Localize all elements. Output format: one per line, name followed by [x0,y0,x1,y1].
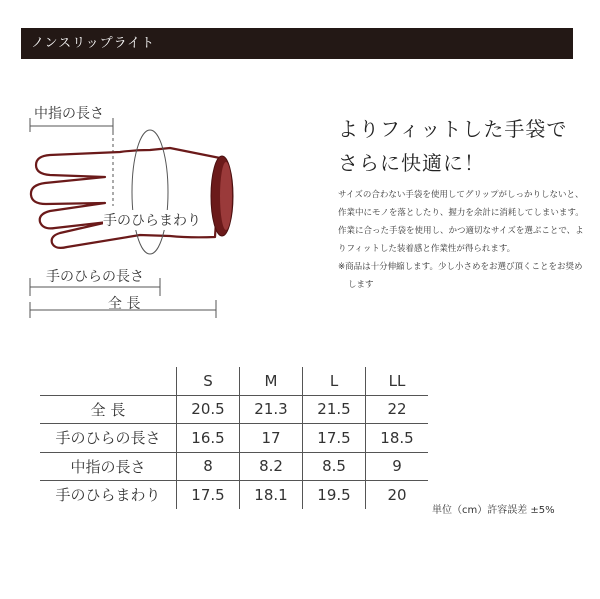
table-cell: 22 [366,395,429,424]
unit-note: 単位（cm）許容誤差 ±5% [432,505,555,516]
table-cell: 18.5 [366,424,429,453]
label-palm-length: 手のひらの長さ [46,269,144,285]
description-para-2: 作業に合った手袋を使用し、かつ適切なサイズを選ぶことで、よりフィットした装着感と作業性が得られます。 [338,226,584,254]
table-cell: 21.5 [303,395,366,424]
description-note: ※商品は十分伸縮します。少し小さめをお選び頂くことをお奨めします [338,262,583,290]
table-row [40,395,428,424]
table-cell: 9 [366,452,429,481]
description [338,186,584,294]
table-cell: 19.5 [303,481,366,509]
label-total-length: 全 長 [108,296,141,312]
table-header-row [40,367,428,395]
table-header-cell [40,367,177,395]
size-table [40,367,428,509]
label-middle-finger: 中指の長さ [34,106,104,122]
table-cell: 16.5 [177,424,240,453]
table-header-cell: M [240,367,303,395]
table-cell: 21.3 [240,395,303,424]
table-header-cell: LL [366,367,429,395]
table-header-cell: L [303,367,366,395]
table-row [40,424,428,453]
table-row [40,481,428,509]
row-label: 中指の長さ [40,452,177,481]
table-cell: 8 [177,452,240,481]
row-label: 手のひらまわり [40,481,177,509]
label-circumference: 手のひらまわり [103,210,201,230]
table-row [40,452,428,481]
table-cell: 18.1 [240,481,303,509]
middle-finger-bracket [30,118,113,206]
headline [338,112,567,180]
table-cell: 8.5 [303,452,366,481]
headline-line-2: さらに快適に！ [338,151,485,175]
table-header-cell: S [177,367,240,395]
description-para-1: サイズの合わない手袋を使用してグリップがしっかりしないと、作業中にモノを落としたり、握力を余計に消耗してしまいます。 [338,190,584,218]
table-cell: 17.5 [177,481,240,509]
headline-line-1: よりフィットした手袋で [338,117,568,141]
table-cell: 8.2 [240,452,303,481]
table-cell: 20 [387,485,407,504]
row-label: 全 長 [40,395,177,424]
header-title: ノンスリップライト [31,36,156,51]
table-cell: 17.5 [303,424,366,453]
row-label: 手のひらの長さ [40,424,177,453]
table-cell: 17 [240,424,303,453]
glove-outline [31,148,220,248]
table-cell: 20.5 [177,395,240,424]
